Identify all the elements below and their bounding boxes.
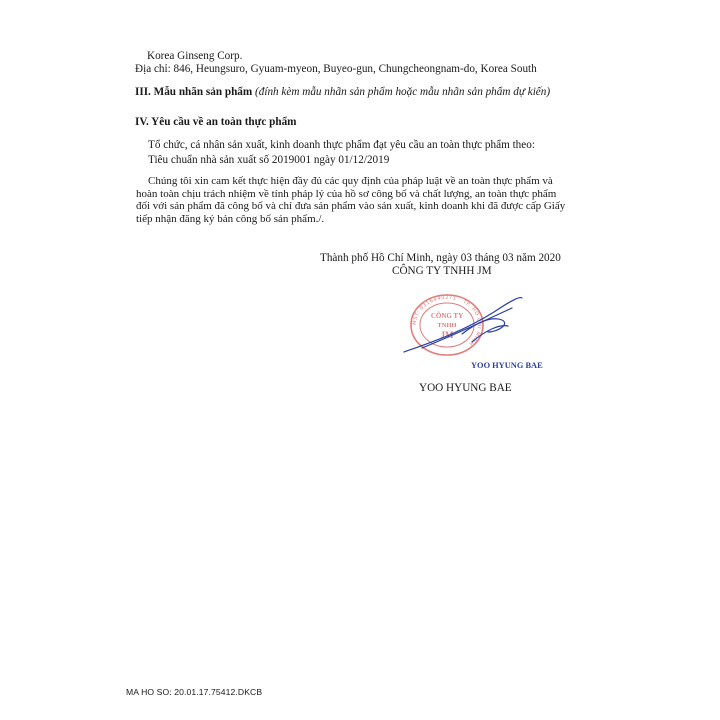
- section-iv-title: IV. Yêu cầu về an toàn thực phẩm: [135, 116, 297, 128]
- commitment-line: hoàn toàn chịu trách nhiệm về tính pháp lý của hồ sơ công bố và chất lượng, an toàn thực phẩm: [136, 187, 557, 200]
- section-iii-heading: [135, 85, 550, 99]
- svg-text:MST: 0316440271 · TP. HỒ CHÍ M: MST: 0316440271 · TP. HỒ CHÍ MINH: [411, 294, 483, 347]
- svg-text:CÔNG TY: CÔNG TY: [430, 312, 464, 320]
- commitment-line: tiếp nhận đăng ký bản công bố sản phẩm./.: [136, 212, 325, 225]
- section-iv-line-2: Tiêu chuẩn nhà sản xuất số 2019001 ngày 01/12/2019: [148, 154, 390, 166]
- manufacturer-name: Korea Ginseng Corp.: [147, 50, 243, 62]
- company-stamp-and-signature: [402, 282, 552, 372]
- commitment-line: Chúng tôi xin cam kết thực hiện đầy đủ các quy định của pháp luật về an toàn thực phẩm và: [148, 175, 553, 187]
- section-iii-note: (đính kèm mẫu nhãn sản phẩm hoặc mẫu nhãn sản phẩm dự kiến): [255, 86, 551, 98]
- manufacturer-address: Địa chỉ: 846, Heungsuro, Gyuam-myeon, Buyeo-gun, Chungcheongnam-do, Korea South: [135, 63, 537, 75]
- section-iv-line-1: Tổ chức, cá nhân sản xuất, kinh doanh thực phẩm đạt yêu cầu an toàn thực phẩm theo:: [148, 139, 535, 151]
- file-code: MA HO SO: 20.01.17.75412.DKCB: [126, 687, 263, 697]
- place-and-date: Thành phố Hồ Chí Minh, ngày 03 tháng 03 năm 2020: [320, 252, 561, 264]
- stamp-name: YOO HYUNG BAE: [471, 361, 543, 370]
- stamp-seal-graphic: [402, 282, 552, 372]
- signing-company: CÔNG TY TNHH JM: [392, 265, 492, 277]
- commitment-paragraph: [136, 175, 578, 225]
- svg-text:TNHH: TNHH: [437, 322, 457, 329]
- section-iii-title: III. Mẫu nhãn sản phẩm: [135, 86, 253, 98]
- commitment-line: đối với sản phẩm đã công bố và chỉ đưa sản phẩm vào sản xuất, kinh doanh khi đã được cấp Giấy: [136, 200, 566, 212]
- signer-name: YOO HYUNG BAE: [419, 382, 512, 394]
- svg-text:JM: JM: [440, 330, 454, 340]
